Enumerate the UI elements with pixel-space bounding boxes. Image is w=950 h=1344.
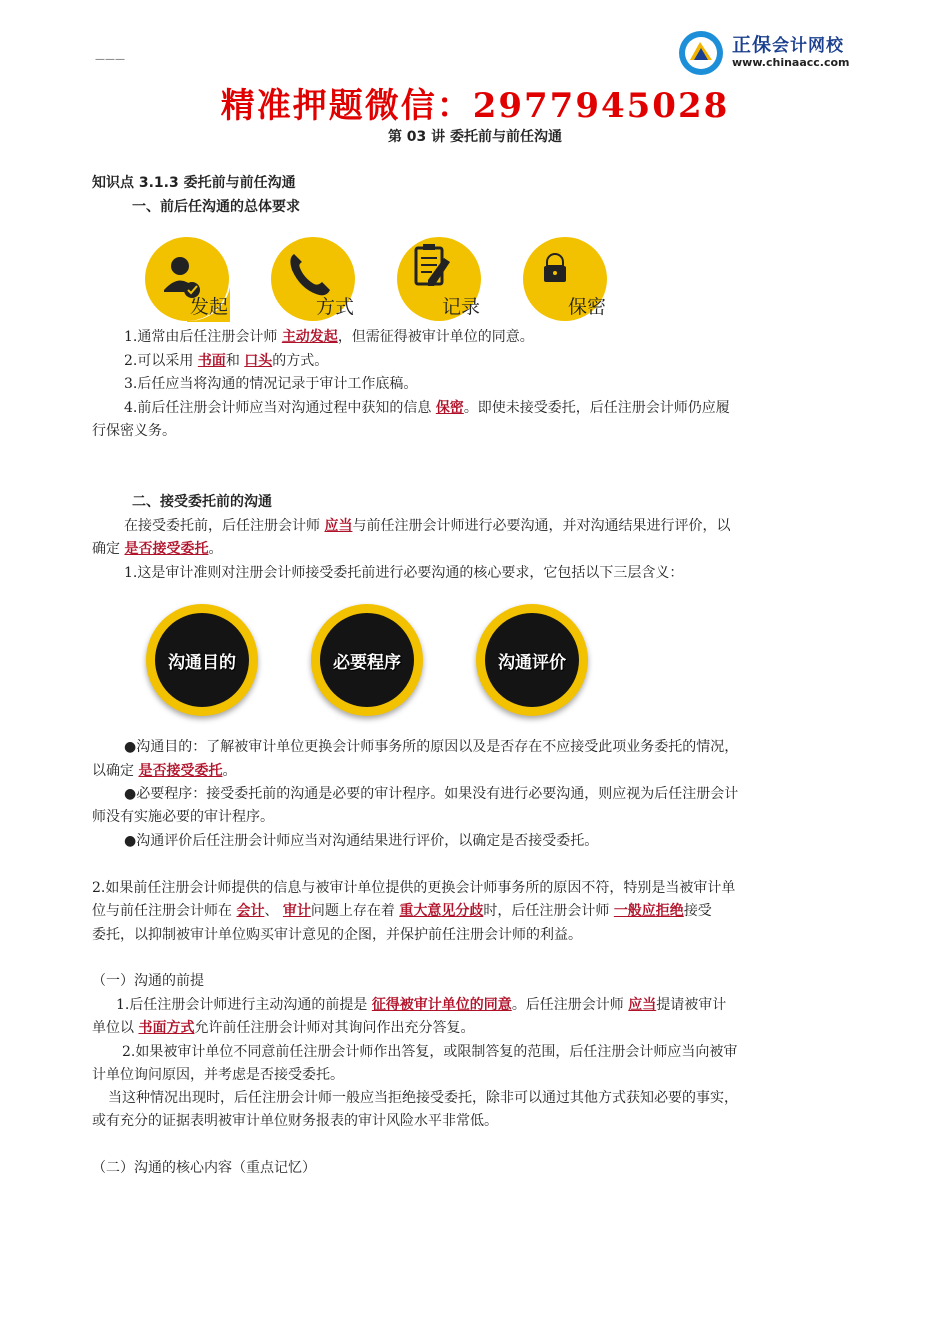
logo-url: www.chinaacc.com xyxy=(732,56,850,69)
logo-brand-text: 会计网校 xyxy=(772,36,845,56)
keyword-accept-or-not: 是否接受委托 xyxy=(124,541,209,557)
icon-caption-initiate: 发起 xyxy=(190,296,229,318)
keyword-confidential: 保密 xyxy=(435,400,464,416)
brand-logo xyxy=(678,28,878,74)
sub1-p3-cont: 或有充分的证据表明被审计单位财务报表的审计风险水平非常低。 xyxy=(92,1113,498,1129)
header-mark: ——— xyxy=(95,54,125,65)
keyword-written-form: 书面方式 xyxy=(138,1020,195,1036)
knowledge-point-title: 知识点 3.1.3 委托前与前任沟通 xyxy=(92,175,296,191)
keyword-should-2: 应当 xyxy=(628,997,657,1013)
sub1-p2-cont: 计单位询问原因，并考虑是否接受委托。 xyxy=(92,1067,344,1083)
section2-intro: 在接受委托前，后任注册会计师 应当与前任注册会计师进行必要沟通，并对沟通结果进行评价，以 xyxy=(124,518,731,534)
icon-caption-confidential: 保密 xyxy=(568,296,607,318)
sub2-heading: （二）沟通的核心内容（重点记忆） xyxy=(92,1160,316,1176)
keyword-written: 书面 xyxy=(197,353,226,369)
keyword-accounting: 会计 xyxy=(236,903,265,919)
requirements-icon-row xyxy=(142,232,622,322)
logo-emblem-icon xyxy=(678,30,724,76)
bullet-purpose-cont: 以确定 是否接受委托。 xyxy=(92,763,237,779)
keyword-should: 应当 xyxy=(324,518,353,534)
sub1-p1: 1.后任注册会计师进行主动沟通的前提是 征得被审计单位的同意。后任注册会计师 应当提请被审计 xyxy=(116,997,727,1013)
keyword-initiate: 主动发起 xyxy=(281,329,338,345)
badge-necessary-procedure: 必要程序 xyxy=(311,604,423,716)
lecture-title: 第 03 讲 委托前与前任沟通 xyxy=(387,129,563,145)
bullet-procedure: ●必要程序：接受委托前的沟通是必要的审计程序。如果没有进行必要沟通，则应视为后任注册会计 xyxy=(124,786,739,802)
section2-heading: 二、接受委托前的沟通 xyxy=(132,494,272,510)
section2-point2: 2.如果前任注册会计师提供的信息与被审计单位提供的更换会计师事务所的原因不符，特别是当被审计单 xyxy=(92,880,736,896)
bullet-evaluation: ●沟通评价后任注册会计师应当对沟通结果进行评价，以确定是否接受委托。 xyxy=(124,833,599,849)
section2-point2-line2: 位与前任注册会计师在 会计、 审计问题上存在着 重大意见分歧时，后任注册会计师 一般应拒绝接受 xyxy=(92,903,712,919)
keyword-client-consent: 征得被审计单位的同意 xyxy=(371,997,512,1013)
section2-point2-line3: 委托，以抑制被审计单位购买审计意见的企图，并保护前任注册会计师的利益。 xyxy=(92,927,582,943)
logo-brand-big: 正保 xyxy=(732,34,773,56)
sub1-p3: 当这种情况出现时，后任注册会计师一般应当拒绝接受委托，除非可以通过其他方式获知必要的事实， xyxy=(108,1090,738,1106)
section1-item4-cont: 行保密义务。 xyxy=(92,423,176,439)
sub1-p1-cont: 单位以 书面方式允许前任注册会计师对其询问作出充分答复。 xyxy=(92,1020,475,1036)
section1-heading: 一、前后任沟通的总体要求 xyxy=(132,199,300,215)
section2-point1: 1.这是审计准则对注册会计师接受委托前进行必要沟通的核心要求，它包括以下三层含义： xyxy=(124,565,684,581)
section1-item2: 2.可以采用 书面和 口头的方式。 xyxy=(124,353,329,369)
keyword-oral: 口头 xyxy=(244,353,273,369)
sub1-p2: 2.如果被审计单位不同意前任注册会计师作出答复，或限制答复的范围，后任注册会计师应当向被审 xyxy=(122,1044,738,1060)
icon-caption-record: 记录 xyxy=(442,296,481,318)
keyword-major-disagreement: 重大意见分歧 xyxy=(399,903,484,919)
keyword-auditing: 审计 xyxy=(282,903,311,919)
section2-intro-cont: 确定 是否接受委托。 xyxy=(92,541,223,557)
section1-item1: 1.通常由后任注册会计师 主动发起，但需征得被审计单位的同意。 xyxy=(124,329,534,345)
keyword-generally-refuse: 一般应拒绝 xyxy=(613,903,684,919)
section1-item3: 3.后任应当将沟通的情况记录于审计工作底稿。 xyxy=(124,376,418,392)
sub1-heading: （一）沟通的前提 xyxy=(92,973,204,989)
icon-caption-method: 方式 xyxy=(316,296,355,318)
badge-communication-purpose: 沟通目的 xyxy=(146,604,258,716)
watermark-text: 精准押题微信：2977945028 xyxy=(220,86,730,126)
badge-communication-evaluation: 沟通评价 xyxy=(476,604,588,716)
section1-item4: 4.前后任注册会计师应当对沟通过程中获知的信息 保密。即使未接受委托，后任注册会计师仍应履 xyxy=(124,400,730,416)
keyword-accept-or-not-2: 是否接受委托 xyxy=(138,763,223,779)
bullet-procedure-cont: 师没有实施必要的审计程序。 xyxy=(92,809,274,825)
bullet-purpose: ●沟通目的：了解被审计单位更换会计师事务所的原因以及是否存在不应接受此项业务委托的情况， xyxy=(124,739,739,755)
